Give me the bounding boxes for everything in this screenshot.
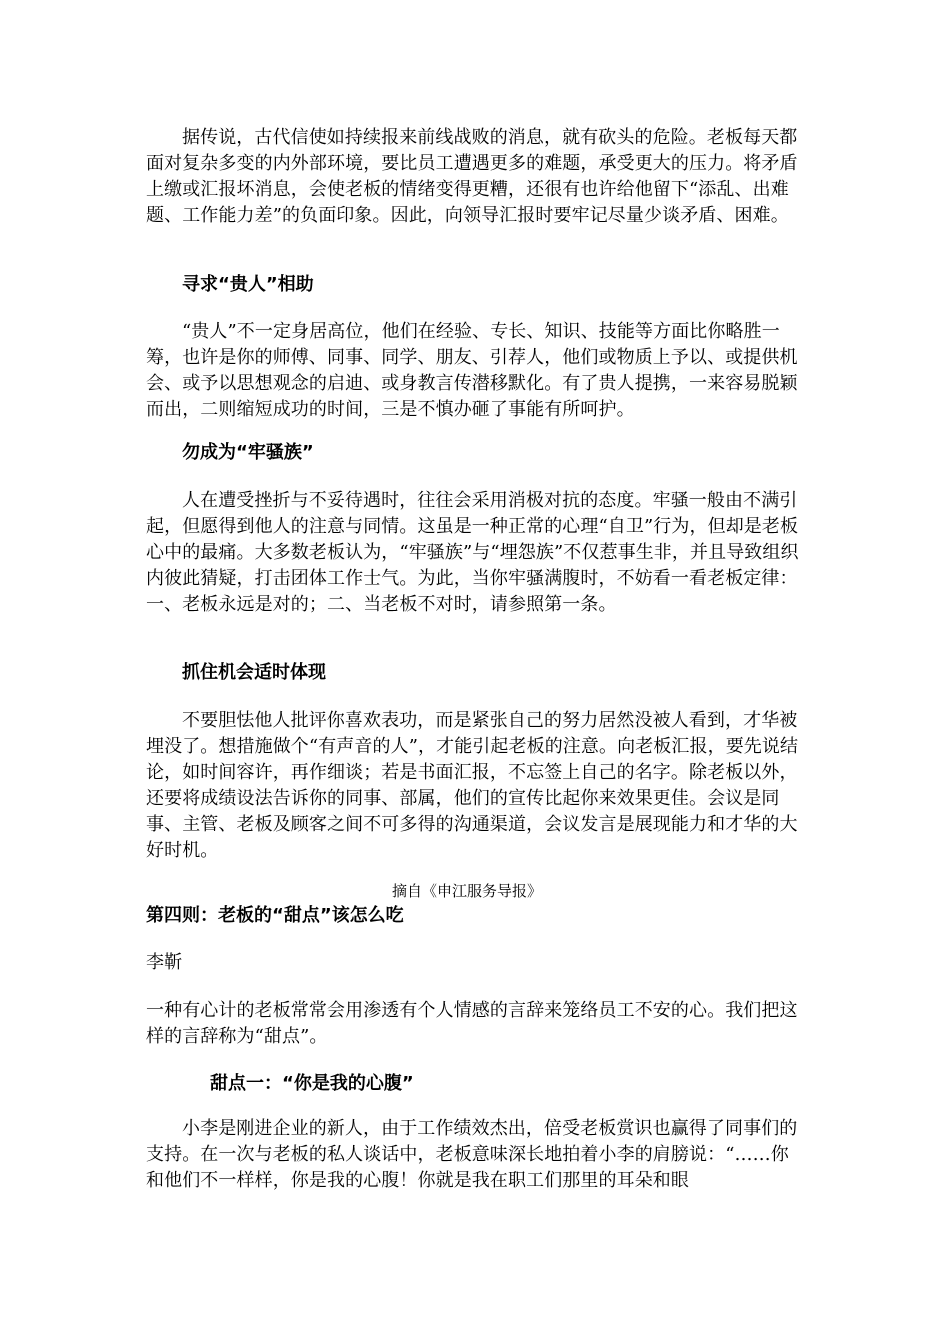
author-name: 李靳 bbox=[146, 952, 183, 973]
paragraph-mentor: “贵人”不一定身居高位，他们在经验、专长、知识、技能等方面比你略胜一筹，也许是你的师傅、同事、同学、朋友、引荐人，他们或物质上予以、或提供机会、或予以思想观念的启迪、或身教言传潜移默化。有了贵人提携，一来容易脱颖而出，二则缩短成功的时间，三是不慎办砸了事能有所呵护。 bbox=[146, 321, 798, 420]
section-heading-complainers: 勿成为“牢骚族” bbox=[182, 442, 314, 463]
section-heading-seek-mentor: 寻求“贵人”相助 bbox=[182, 274, 314, 295]
paragraph-seize-chance: 不要胆怯他人批评你喜欢表功，而是紧张自己的努力居然没被人看到，才华被埋没了。想措施做个“有声音的人”，才能引起老板的注意。向老板汇报，要先说结论，如时间容许，再作细谈；若是书面汇报，不忘签上自己的名字。除老板以外，还要将成绩设法告诉你的同事、部属，他们的宣传比起你来效果更佳。会议是同事、主管、老板及顾客之间不可多得的沟通渠道，会议发言是展现能力和才华的大好时机。 bbox=[146, 710, 799, 861]
source-citation: 摘自《申江服务导报》 bbox=[392, 882, 543, 900]
paragraph-complainers: 人在遭受挫折与不妥待遇时，往往会采用消极对抗的态度。牢骚一般由不满引起，但愿得到他人的注意与同情。这虽是一种正常的心理“自卫”行为，但却是老板心中的最痛。大多数老板认为，“牢骚族”与“埋怨族”不仅惹事生非，并且导致组织内彼此猜疑，打击团体工作士气。为此，当你牢骚满腹时，不妨看一看老板定律：一、老板永远是对的；二、当老板不对时，请参照第一条。 bbox=[146, 490, 799, 615]
article-title: 第四则：老板的“甜点”该怎么吃 bbox=[146, 905, 404, 926]
section-heading-seize-chance: 抓住机会适时体现 bbox=[182, 662, 326, 683]
section-heading-sweet-one: 甜点一：“你是我的心腹” bbox=[210, 1073, 414, 1094]
paragraph-bad-news: 据传说，古代信使如持续报来前线战败的消息，就有砍头的危险。老板每天都面对复杂多变的内外部环境，要比员工遭遇更多的难题，承受更大的压力。将矛盾上缴或汇报坏消息，会使老板的情绪变得更糟，还很有也许给他留下“添乱、出难题、工作能力差”的负面印象。因此，向领导汇报时要牢记尽量少谈矛盾、困难。 bbox=[146, 127, 798, 226]
paragraph-intro-sweets: 一种有心计的老板常常会用渗透有个人情感的言辞来笼络员工不安的心。我们把这样的言辞称为“甜点”。 bbox=[146, 1000, 798, 1047]
paragraph-xiao-li: 小李是刚进企业的新人，由于工作绩效杰出，倍受老板赏识也赢得了同事们的支持。在一次与老板的私人谈话中，老板意味深长地拍着小李的肩膀说：“……你和他们不一样样，你是我的心腹！你就是我在职工们那里的耳朵和眼 bbox=[146, 1118, 798, 1191]
